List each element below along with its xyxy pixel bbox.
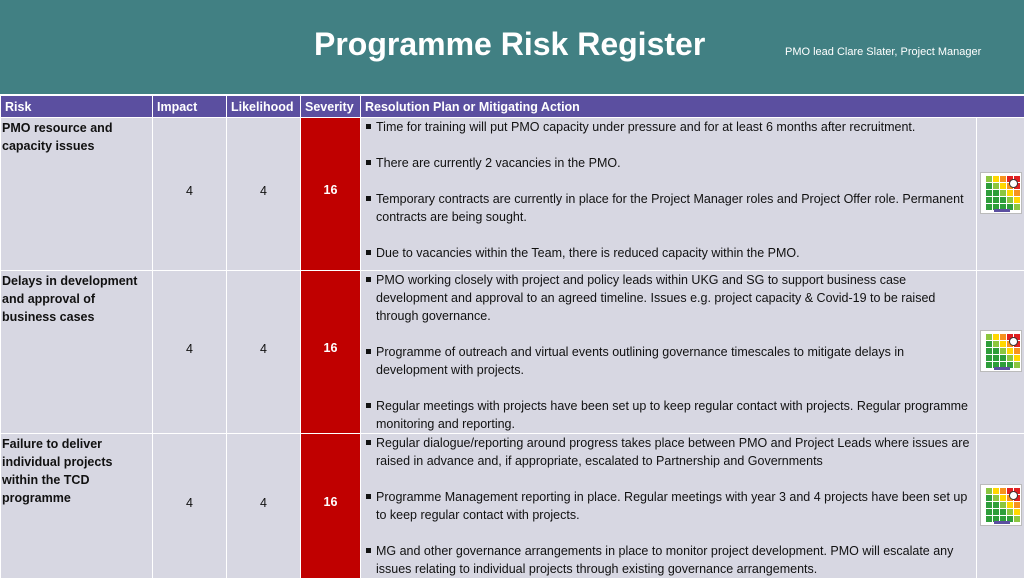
heatmap-cell: [986, 190, 992, 196]
risk-matrix-cell: [977, 434, 1024, 579]
heatmap-cell: [993, 183, 999, 189]
heatmap-cell: [986, 355, 992, 361]
severity-value: 16: [301, 118, 361, 271]
heatmap-cell: [1000, 190, 1006, 196]
heatmap-cell: [1000, 509, 1006, 515]
column-header-risk: Risk: [1, 96, 153, 118]
heatmap-cell: [986, 176, 992, 182]
heatmap-cell: [993, 348, 999, 354]
severity-value: 16: [301, 271, 361, 434]
heatmap-cell: [1000, 502, 1006, 508]
action-item: Regular dialogue/reporting around progress takes place between PMO and Project Leads where issues are raised in advance and, if appropriate, escalated to Partnership and Governments: [364, 434, 976, 470]
column-header-impact: Impact: [153, 96, 227, 118]
header-bar: [0, 0, 1024, 94]
heatmap-cell: [1014, 348, 1020, 354]
heatmap-cell: [1000, 334, 1006, 340]
risk-heatmap-icon: [980, 172, 1022, 214]
heatmap-cell: [1014, 502, 1020, 508]
heatmap-cell: [1007, 502, 1013, 508]
table-row: [1, 434, 1024, 579]
heatmap-cell: [986, 362, 992, 368]
heatmap-cell: [986, 183, 992, 189]
column-header-likelihood: Likelihood: [227, 96, 301, 118]
heatmap-cell: [1000, 348, 1006, 354]
heatmap-cell: [1014, 190, 1020, 196]
action-item: Regular meetings with projects have been set up to keep regular contact with projects. Regular programme monitoring and reporting.: [364, 397, 976, 433]
action-item: Programme of outreach and virtual events outlining governance timescales to mitigate delays in development with projects.: [364, 343, 976, 379]
heatmap-cell: [1000, 495, 1006, 501]
risk-name: PMO resource and capacity issues: [1, 118, 153, 271]
heatmap-cell: [1007, 355, 1013, 361]
column-header-severity: Severity: [301, 96, 361, 118]
heatmap-cell: [986, 509, 992, 515]
heatmap-cell: [993, 355, 999, 361]
heatmap-cell: [1014, 362, 1020, 368]
table-row: [1, 271, 1024, 434]
table-row: [1, 118, 1024, 271]
column-header-resolution: Resolution Plan or Mitigating Action: [361, 96, 1024, 118]
resolution-plan: [361, 434, 977, 579]
heatmap-cell: [1007, 348, 1013, 354]
action-item: There are currently 2 vacancies in the PMO.: [364, 154, 976, 172]
heatmap-cell: [1014, 509, 1020, 515]
heatmap-cell: [986, 495, 992, 501]
action-item: Programme Management reporting in place. Regular meetings with year 3 and 4 projects have been set up to keep regular contact with projects.: [364, 488, 976, 524]
severity-value: 16: [301, 434, 361, 579]
likelihood-value: 4: [227, 118, 301, 271]
risk-heatmap-icon: [980, 330, 1022, 372]
heatmap-cell: [1007, 197, 1013, 203]
heatmap-cell: [986, 197, 992, 203]
risk-matrix-cell: [977, 118, 1024, 271]
heatmap-cell: [993, 341, 999, 347]
heatmap-cell: [1000, 341, 1006, 347]
heatmap-cell: [993, 176, 999, 182]
risk-matrix-cell: [977, 271, 1024, 434]
heatmap-cell: [993, 502, 999, 508]
action-item: Temporary contracts are currently in place for the Project Manager roles and Project Offer role. Permanent contracts are being sought.: [364, 190, 976, 226]
heatmap-cell: [993, 334, 999, 340]
action-item: Time for training will put PMO capacity under pressure and for at least 6 months after recruitment.: [364, 118, 976, 136]
resolution-plan: [361, 118, 977, 271]
risk-register-table: [0, 95, 1024, 579]
risk-heatmap-icon: [980, 484, 1022, 526]
heatmap-cell: [1000, 355, 1006, 361]
heatmap-cell: [986, 516, 992, 522]
heatmap-cell: [986, 488, 992, 494]
action-item: PMO working closely with project and policy leads within UKG and SG to support business case development and approval to an agreed timeline. Issues e.g. project capacity & Covid-19 to be raised through governance.: [364, 271, 976, 325]
likelihood-value: 4: [227, 271, 301, 434]
table-header-row: [1, 96, 1024, 118]
action-item: MG and other governance arrangements in place to monitor project development. PMO will escalate any issues relating to individual projects through existing governance arrangements.: [364, 542, 976, 578]
heatmap-cell: [1000, 183, 1006, 189]
risk-name: Failure to deliver individual projects within the TCD programme: [1, 434, 153, 579]
heatmap-cell: [993, 495, 999, 501]
heatmap-cell: [1014, 516, 1020, 522]
impact-value: 4: [153, 118, 227, 271]
heatmap-cell: [1000, 488, 1006, 494]
heatmap-cell: [986, 204, 992, 210]
heatmap-cell: [1000, 197, 1006, 203]
heatmap-cell: [986, 502, 992, 508]
heatmap-cell: [993, 190, 999, 196]
action-item: Due to vacancies within the Team, there is reduced capacity within the PMO.: [364, 244, 976, 262]
heatmap-cell: [993, 488, 999, 494]
impact-value: 4: [153, 434, 227, 579]
heatmap-cell: [986, 341, 992, 347]
heatmap-cell: [1014, 204, 1020, 210]
heatmap-cell: [993, 197, 999, 203]
heatmap-cell: [1007, 190, 1013, 196]
heatmap-cell: [1014, 197, 1020, 203]
heatmap-cell: [1014, 355, 1020, 361]
heatmap-cell: [1000, 176, 1006, 182]
heatmap-cell: [993, 509, 999, 515]
heatmap-cell: [986, 334, 992, 340]
risk-name: Delays in development and approval of business cases: [1, 271, 153, 434]
page-subtitle: PMO lead Clare Slater, Project Manager: [785, 46, 981, 58]
page-title: Programme Risk Register: [314, 26, 705, 63]
likelihood-value: 4: [227, 434, 301, 579]
heatmap-cell: [986, 348, 992, 354]
heatmap-cell: [1007, 509, 1013, 515]
impact-value: 4: [153, 271, 227, 434]
resolution-plan: [361, 271, 977, 434]
